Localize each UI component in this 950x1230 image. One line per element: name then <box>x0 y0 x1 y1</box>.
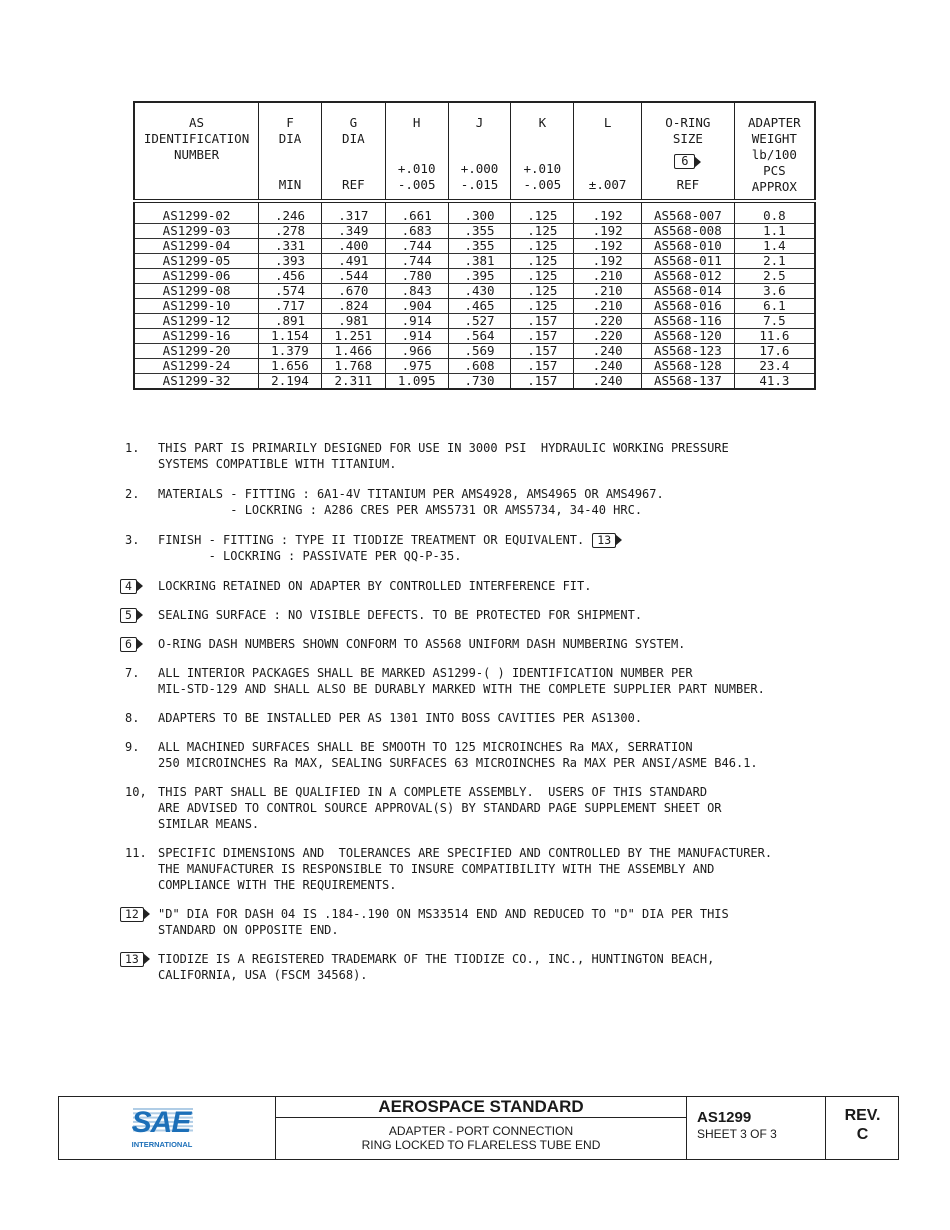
table-cell: .125 <box>511 201 574 224</box>
table-cell: AS568-137 <box>642 374 735 390</box>
table-cell: 1.656 <box>259 359 322 374</box>
column-header-tolerance <box>511 161 573 193</box>
title-cell <box>276 1097 687 1159</box>
subtitle-line-2: RING LOCKED TO FLARELESS TUBE END <box>361 1138 601 1152</box>
table-cell: AS1299-32 <box>134 374 259 390</box>
table-cell: .544 <box>321 269 385 284</box>
table-cell: AS1299-06 <box>134 269 259 284</box>
note-text: LOCKRING RETAINED ON ADAPTER BY CONTROLLED INTERFERENCE FIT. <box>158 579 592 593</box>
table-cell: AS1299-05 <box>134 254 259 269</box>
table-cell: AS1299-02 <box>134 201 259 224</box>
column-header-tolerance <box>574 177 641 193</box>
table-cell: AS1299-03 <box>134 224 259 239</box>
table-cell: .157 <box>511 344 574 359</box>
column-header <box>642 102 735 201</box>
dimension-table <box>133 101 816 390</box>
table-cell: .157 <box>511 374 574 390</box>
sae-logo-icon <box>59 1097 275 1159</box>
table-cell: 17.6 <box>734 344 815 359</box>
table-row <box>134 359 815 374</box>
table-cell: .683 <box>385 224 448 239</box>
table-row <box>134 374 815 390</box>
note-item <box>120 532 840 564</box>
table-cell: .843 <box>385 284 448 299</box>
table-cell: .670 <box>321 284 385 299</box>
table-cell: 0.8 <box>734 201 815 224</box>
table-cell: .300 <box>448 201 511 224</box>
table-cell: AS1299-24 <box>134 359 259 374</box>
table-cell: .210 <box>574 269 642 284</box>
note-flag-icon: 4 <box>120 579 137 594</box>
table-cell: .125 <box>511 239 574 254</box>
table-cell: AS568-012 <box>642 269 735 284</box>
note-number: 10, <box>125 785 147 799</box>
table-cell: AS1299-04 <box>134 239 259 254</box>
note-number: 1. <box>125 441 140 455</box>
table-cell: .192 <box>574 239 642 254</box>
note-text: SEALING SURFACE : NO VISIBLE DEFECTS. TO BE PROTECTED FOR SHIPMENT. <box>158 608 643 622</box>
logo-wordmark: SAE <box>131 1106 191 1139</box>
table-cell: .210 <box>574 299 642 314</box>
table-cell: 1.251 <box>321 329 385 344</box>
table-cell: 1.379 <box>259 344 322 359</box>
table-cell: 11.6 <box>734 329 815 344</box>
note-item <box>120 440 840 472</box>
table-cell: AS568-014 <box>642 284 735 299</box>
table-cell: .430 <box>448 284 511 299</box>
table-cell: .608 <box>448 359 511 374</box>
note-item <box>120 636 840 652</box>
table-cell: .465 <box>448 299 511 314</box>
table-cell: .331 <box>259 239 322 254</box>
table-cell: .574 <box>259 284 322 299</box>
table-cell: .527 <box>448 314 511 329</box>
table-cell: 2.5 <box>734 269 815 284</box>
table-cell: .157 <box>511 329 574 344</box>
table-cell: .157 <box>511 314 574 329</box>
sae-logo-cell <box>59 1097 276 1159</box>
table-cell: AS1299-16 <box>134 329 259 344</box>
revision-cell <box>827 1097 898 1159</box>
column-header <box>134 102 259 201</box>
column-header <box>385 102 448 201</box>
column-header-tolerance <box>386 161 448 193</box>
table-cell: 1.466 <box>321 344 385 359</box>
note-item <box>120 486 840 518</box>
note-item <box>120 665 840 697</box>
column-header-label: AS IDENTIFICATION NUMBER <box>143 115 250 162</box>
column-header <box>511 102 574 201</box>
table-cell: .904 <box>385 299 448 314</box>
notes-list <box>120 440 840 983</box>
table-cell: .157 <box>511 359 574 374</box>
note-text: TIODIZE IS A REGISTERED TRADEMARK OF THE TIODIZE CO., INC., HUNTINGTON BEACH, CALIFORNIA, USA (FSCM 34568). <box>158 952 715 982</box>
column-header-label: H <box>412 115 421 130</box>
table-cell: .824 <box>321 299 385 314</box>
table-cell: AS568-128 <box>642 359 735 374</box>
table-cell: .975 <box>385 359 448 374</box>
table-cell: AS1299-10 <box>134 299 259 314</box>
table-cell: .317 <box>321 201 385 224</box>
document-number-cell <box>687 1097 826 1159</box>
table-row <box>134 269 815 284</box>
table-row <box>134 201 815 224</box>
table-cell: .914 <box>385 314 448 329</box>
note-text: FINISH - FITTING : TYPE II TIODIZE TREATMENT OR EQUIVALENT. <box>158 533 585 547</box>
revision-value: C <box>856 1126 869 1143</box>
table-cell: AS1299-08 <box>134 284 259 299</box>
table-cell: .240 <box>574 359 642 374</box>
table-cell: .491 <box>321 254 385 269</box>
note-flag-icon: 13 <box>592 533 616 548</box>
table-cell: .381 <box>448 254 511 269</box>
table-cell: .395 <box>448 269 511 284</box>
table-cell: 1.4 <box>734 239 815 254</box>
column-header <box>259 102 322 201</box>
subtitle-line-1: ADAPTER - PORT CONNECTION <box>388 1124 574 1138</box>
table-cell: .564 <box>448 329 511 344</box>
table-cell: 2.194 <box>259 374 322 390</box>
table-cell: .355 <box>448 239 511 254</box>
table-cell: 23.4 <box>734 359 815 374</box>
table-cell: .355 <box>448 224 511 239</box>
table-row <box>134 224 815 239</box>
table-cell: AS1299-20 <box>134 344 259 359</box>
table-cell: .125 <box>511 224 574 239</box>
table-cell: .780 <box>385 269 448 284</box>
table-cell: .981 <box>321 314 385 329</box>
column-header-label: G DIA <box>342 115 365 146</box>
table-cell: .966 <box>385 344 448 359</box>
note-number: 9. <box>125 740 140 754</box>
table-cell: 3.6 <box>734 284 815 299</box>
standard-type-title: AEROSPACE STANDARD <box>276 1097 686 1118</box>
column-header-sub: REF <box>342 177 365 192</box>
note-flag-icon: 6 <box>120 637 137 652</box>
column-header-sub: +.000 -.015 <box>460 161 499 192</box>
note-item <box>120 739 840 771</box>
table-cell: AS568-007 <box>642 201 735 224</box>
note-item <box>120 845 840 893</box>
note-flag-icon: 6 <box>674 154 695 169</box>
document-number: AS1299 <box>697 1109 752 1126</box>
table-cell: 6.1 <box>734 299 815 314</box>
column-header-label: J <box>475 115 484 130</box>
table-cell: AS568-016 <box>642 299 735 314</box>
table-cell: .393 <box>259 254 322 269</box>
table-cell: .240 <box>574 374 642 390</box>
table-cell: .717 <box>259 299 322 314</box>
table-cell: .744 <box>385 239 448 254</box>
column-header-label: F DIA <box>278 115 302 146</box>
note-flag-icon: 5 <box>120 608 137 623</box>
note-number: 2. <box>125 487 140 501</box>
table-cell: 1.095 <box>385 374 448 390</box>
table-cell: 2.1 <box>734 254 815 269</box>
table-header <box>134 102 815 201</box>
table-row <box>134 344 815 359</box>
table-cell: .125 <box>511 269 574 284</box>
table-cell: .569 <box>448 344 511 359</box>
column-header-label: ADAPTER WEIGHT lb/100 PCS APPROX <box>748 115 801 194</box>
table-cell: .240 <box>574 344 642 359</box>
column-header <box>321 102 385 201</box>
note-number: 8. <box>125 711 140 725</box>
table-cell: .125 <box>511 254 574 269</box>
note-text: ALL MACHINED SURFACES SHALL BE SMOOTH TO 125 MICROINCHES Ra MAX, SERRATION 250 MICROINCHES Ra MAX, SEALING SURFACES 63 MICROINCHES Ra MAX PER ANSI/ASME B46.1. <box>158 740 758 770</box>
table-cell: 1.1 <box>734 224 815 239</box>
table-cell: 41.3 <box>734 374 815 390</box>
table-cell: .914 <box>385 329 448 344</box>
note-text-continued: - LOCKRING : PASSIVATE PER QQ-P-35. <box>208 549 462 563</box>
table-row <box>134 254 815 269</box>
note-text: THIS PART SHALL BE QUALIFIED IN A COMPLETE ASSEMBLY. USERS OF THIS STANDARD ARE ADVISED TO CONTROL SOURCE APPROVAL(S) BY STANDARD PAGE SUPPLEMENT SHEET OR SIMILAR MEANS. <box>158 785 722 831</box>
table-cell: .400 <box>321 239 385 254</box>
column-header-sub: REF <box>676 177 700 192</box>
table-cell: 1.768 <box>321 359 385 374</box>
note-text: ADAPTERS TO BE INSTALLED PER AS 1301 INTO BOSS CAVITIES PER AS1300. <box>158 711 643 725</box>
column-header-tolerance <box>259 177 321 193</box>
table-row <box>134 329 815 344</box>
column-header-sub: MIN <box>278 177 302 192</box>
column-header-label: K <box>538 115 547 130</box>
note-text: "D" DIA FOR DASH 04 IS .184-.190 ON MS33514 END AND REDUCED TO "D" DIA PER THIS STANDARD ON OPPOSITE END. <box>158 907 729 937</box>
table-cell: .210 <box>574 284 642 299</box>
table-cell: .730 <box>448 374 511 390</box>
table-cell: 7.5 <box>734 314 815 329</box>
column-header-tolerance <box>642 153 734 193</box>
column-header-tolerance <box>449 161 511 193</box>
note-item <box>120 578 840 594</box>
table-row <box>134 299 815 314</box>
table-cell: .456 <box>259 269 322 284</box>
note-number: 3. <box>125 533 140 547</box>
table-cell: .891 <box>259 314 322 329</box>
table-cell: .220 <box>574 329 642 344</box>
table-cell: AS568-116 <box>642 314 735 329</box>
column-header-label: L <box>603 115 612 130</box>
table-cell: AS568-120 <box>642 329 735 344</box>
table-cell: .220 <box>574 314 642 329</box>
column-header-label: O-RING SIZE <box>665 115 711 146</box>
revision-label: REV. <box>844 1107 881 1124</box>
title-block <box>58 1096 899 1160</box>
table-cell: 2.311 <box>321 374 385 390</box>
table-cell: .278 <box>259 224 322 239</box>
table-cell: .744 <box>385 254 448 269</box>
table-cell: .246 <box>259 201 322 224</box>
note-text: ALL INTERIOR PACKAGES SHALL BE MARKED AS1299-( ) IDENTIFICATION NUMBER PER MIL-STD-129 AND SHALL ALSO BE DURABLY MARKED WITH THE COMPLETE SUPPLIER PART NUMBER. <box>158 666 765 696</box>
column-header-sub: +.010 -.005 <box>523 161 562 192</box>
column-header <box>574 102 642 201</box>
table-cell: AS568-123 <box>642 344 735 359</box>
table-cell: AS568-011 <box>642 254 735 269</box>
table-body <box>134 201 815 389</box>
table-row <box>134 239 815 254</box>
note-item <box>120 784 840 832</box>
note-item <box>120 906 840 938</box>
note-item <box>120 951 840 983</box>
table-row <box>134 314 815 329</box>
table-cell: AS568-008 <box>642 224 735 239</box>
column-header-sub: ±.007 <box>588 177 627 192</box>
note-number: 7. <box>125 666 140 680</box>
note-number: 11. <box>125 846 147 860</box>
note-item <box>120 710 840 726</box>
table-cell: .192 <box>574 224 642 239</box>
note-flag-icon: 12 <box>120 907 144 922</box>
logo-subtext: INTERNATIONAL <box>131 1140 193 1149</box>
table-cell: .349 <box>321 224 385 239</box>
note-text: SPECIFIC DIMENSIONS AND TOLERANCES ARE SPECIFIED AND CONTROLLED BY THE MANUFACTURER. THE MANUFACTURER IS RESPONSIBLE TO INSURE COMPATIBILITY WITH THE ASSEMBLY AND COMPLIANCE WITH THE REQUIREMENTS. <box>158 846 773 892</box>
table-cell: .192 <box>574 201 642 224</box>
table-cell: .125 <box>511 299 574 314</box>
table-row <box>134 284 815 299</box>
note-text: THIS PART IS PRIMARILY DESIGNED FOR USE IN 3000 PSI HYDRAULIC WORKING PRESSURE SYSTEMS COMPATIBLE WITH TITANIUM. <box>158 441 729 471</box>
column-header <box>448 102 511 201</box>
column-header-tolerance <box>322 177 385 193</box>
table-cell: .192 <box>574 254 642 269</box>
document-subtitle <box>276 1118 686 1152</box>
note-text: O-RING DASH NUMBERS SHOWN CONFORM TO AS568 UNIFORM DASH NUMBERING SYSTEM. <box>158 637 686 651</box>
column-header <box>734 102 815 201</box>
column-header-sub: +.010 -.005 <box>397 161 436 192</box>
note-text: MATERIALS - FITTING : 6A1-4V TITANIUM PER AMS4928, AMS4965 OR AMS4967. - LOCKRING : A286 CRES PER AMS5731 OR AMS5734, 34-40 HRC. <box>158 487 664 517</box>
table-cell: 1.154 <box>259 329 322 344</box>
note-item <box>120 607 840 623</box>
table-cell: AS568-010 <box>642 239 735 254</box>
table-cell: AS1299-12 <box>134 314 259 329</box>
table-cell: .125 <box>511 284 574 299</box>
table-cell: .661 <box>385 201 448 224</box>
sheet-number: SHEET 3 OF 3 <box>697 1127 777 1141</box>
note-flag-icon: 13 <box>120 952 144 967</box>
